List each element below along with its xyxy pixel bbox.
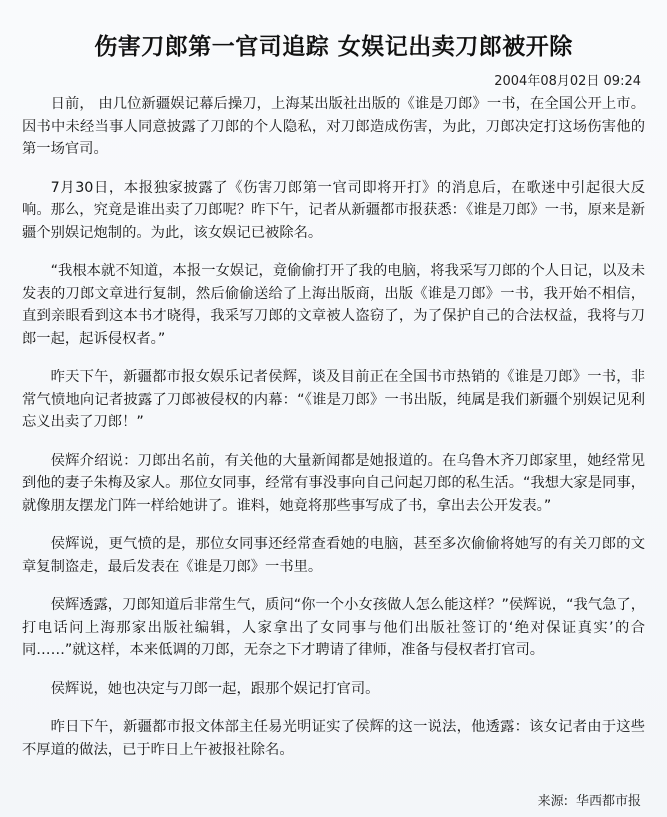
source-label: 来源: [537, 794, 568, 809]
paragraph: 日前， 由几位新疆娱记幕后操刀，上海某出版社出版的《谁是刀郎》一书，在全国公开上市。因书中未经当事人同意披露了刀郎的个人隐私，对刀郎造成伤害，为此，刀郎决定打这场伤害他的第一场官司。 [22, 96, 645, 157]
paragraph: 7月30日，本报独家披露了《伤害刀郎第一官司即将开打》的消息后，在歌迷中引起很大反响。那么，究竟是谁出卖了刀郎呢？昨下午，记者从新疆都市报获悉：《谁是刀郎》一书，原来是新疆个别娱记炮制的。为此，该女娱记已被除名。 [22, 179, 645, 241]
paragraph: 昨日下午，新疆都市报文体部主任易光明证实了侯辉的这一说法，他透露：该女记者由于这些不厚道的做法，已于昨日上午被报社除名。 [22, 719, 645, 758]
paragraph: 侯辉介绍说：刀郎出名前，有关他的大量新闻都是她报道的。在乌鲁木齐刀郎家里，她经常见到他的妻子朱梅及家人。那位女同事，经常有事没事向自己问起刀郎的私生活。“我想大家是同事，就像朋友摆龙门阵一样给她讲了。谁料，她竟将那些事写成了书，拿出去公开发表。” [22, 452, 645, 514]
paragraph: 侯辉说，她也决定与刀郎一起，跟那个娱记打官司。 [50, 680, 380, 697]
source-line [530, 790, 641, 809]
source-name: 华西都市报 [575, 794, 641, 809]
paragraph: 昨天下午，新疆都市报女娱乐记者侯辉，谈及目前正在全国书市热销的《谁是刀郎》一书，非常气愤地向记者披露了刀郎被侵权的内幕：“《谁是刀郎》一书出版，纯属是我们新疆个别娱记见利忘义出卖了刀郎！” [22, 369, 645, 430]
paragraph: 侯辉透露，刀郎知道后非常生气，质问“你一个小女孩做人怎么能这样？”侯辉说，“我气急了，打电话问上海那家出版社编辑，人家拿出了女同事与他们出版社签订的‘绝对保证真实’的合同……”就这样，本来低调的刀郎，无奈之下才聘请了律师，准备与侵权者打官司。 [22, 597, 645, 658]
publish-date: 2004年08月02日 09:24 [494, 74, 641, 89]
page-title: 伤害刀郎第一官司追踪 女娱记出卖刀郎被开除 [94, 34, 573, 60]
paragraph: 侯辉说，更气愤的是，那位女同事还经常查看她的电脑，甚至多次偷偷将她写的有关刀郎的文章复制盗走，最后发表在《谁是刀郎》一书里。 [22, 536, 645, 575]
paragraph: “我根本就不知道，本报一女娱记，竟偷偷打开了我的电脑，将我采写刀郎的个人日记，以及未发表的刀郎文章进行复制，然后偷偷送给了上海出版商，出版《谁是刀郎》一书，我开始不相信，直到亲眼看到这本书才晓得，我采写刀郎的文章被人盗窃了，为了保护自己的合法权益，我将与刀郎一起，起诉侵权者。” [22, 263, 645, 347]
article-body [22, 93, 645, 777]
